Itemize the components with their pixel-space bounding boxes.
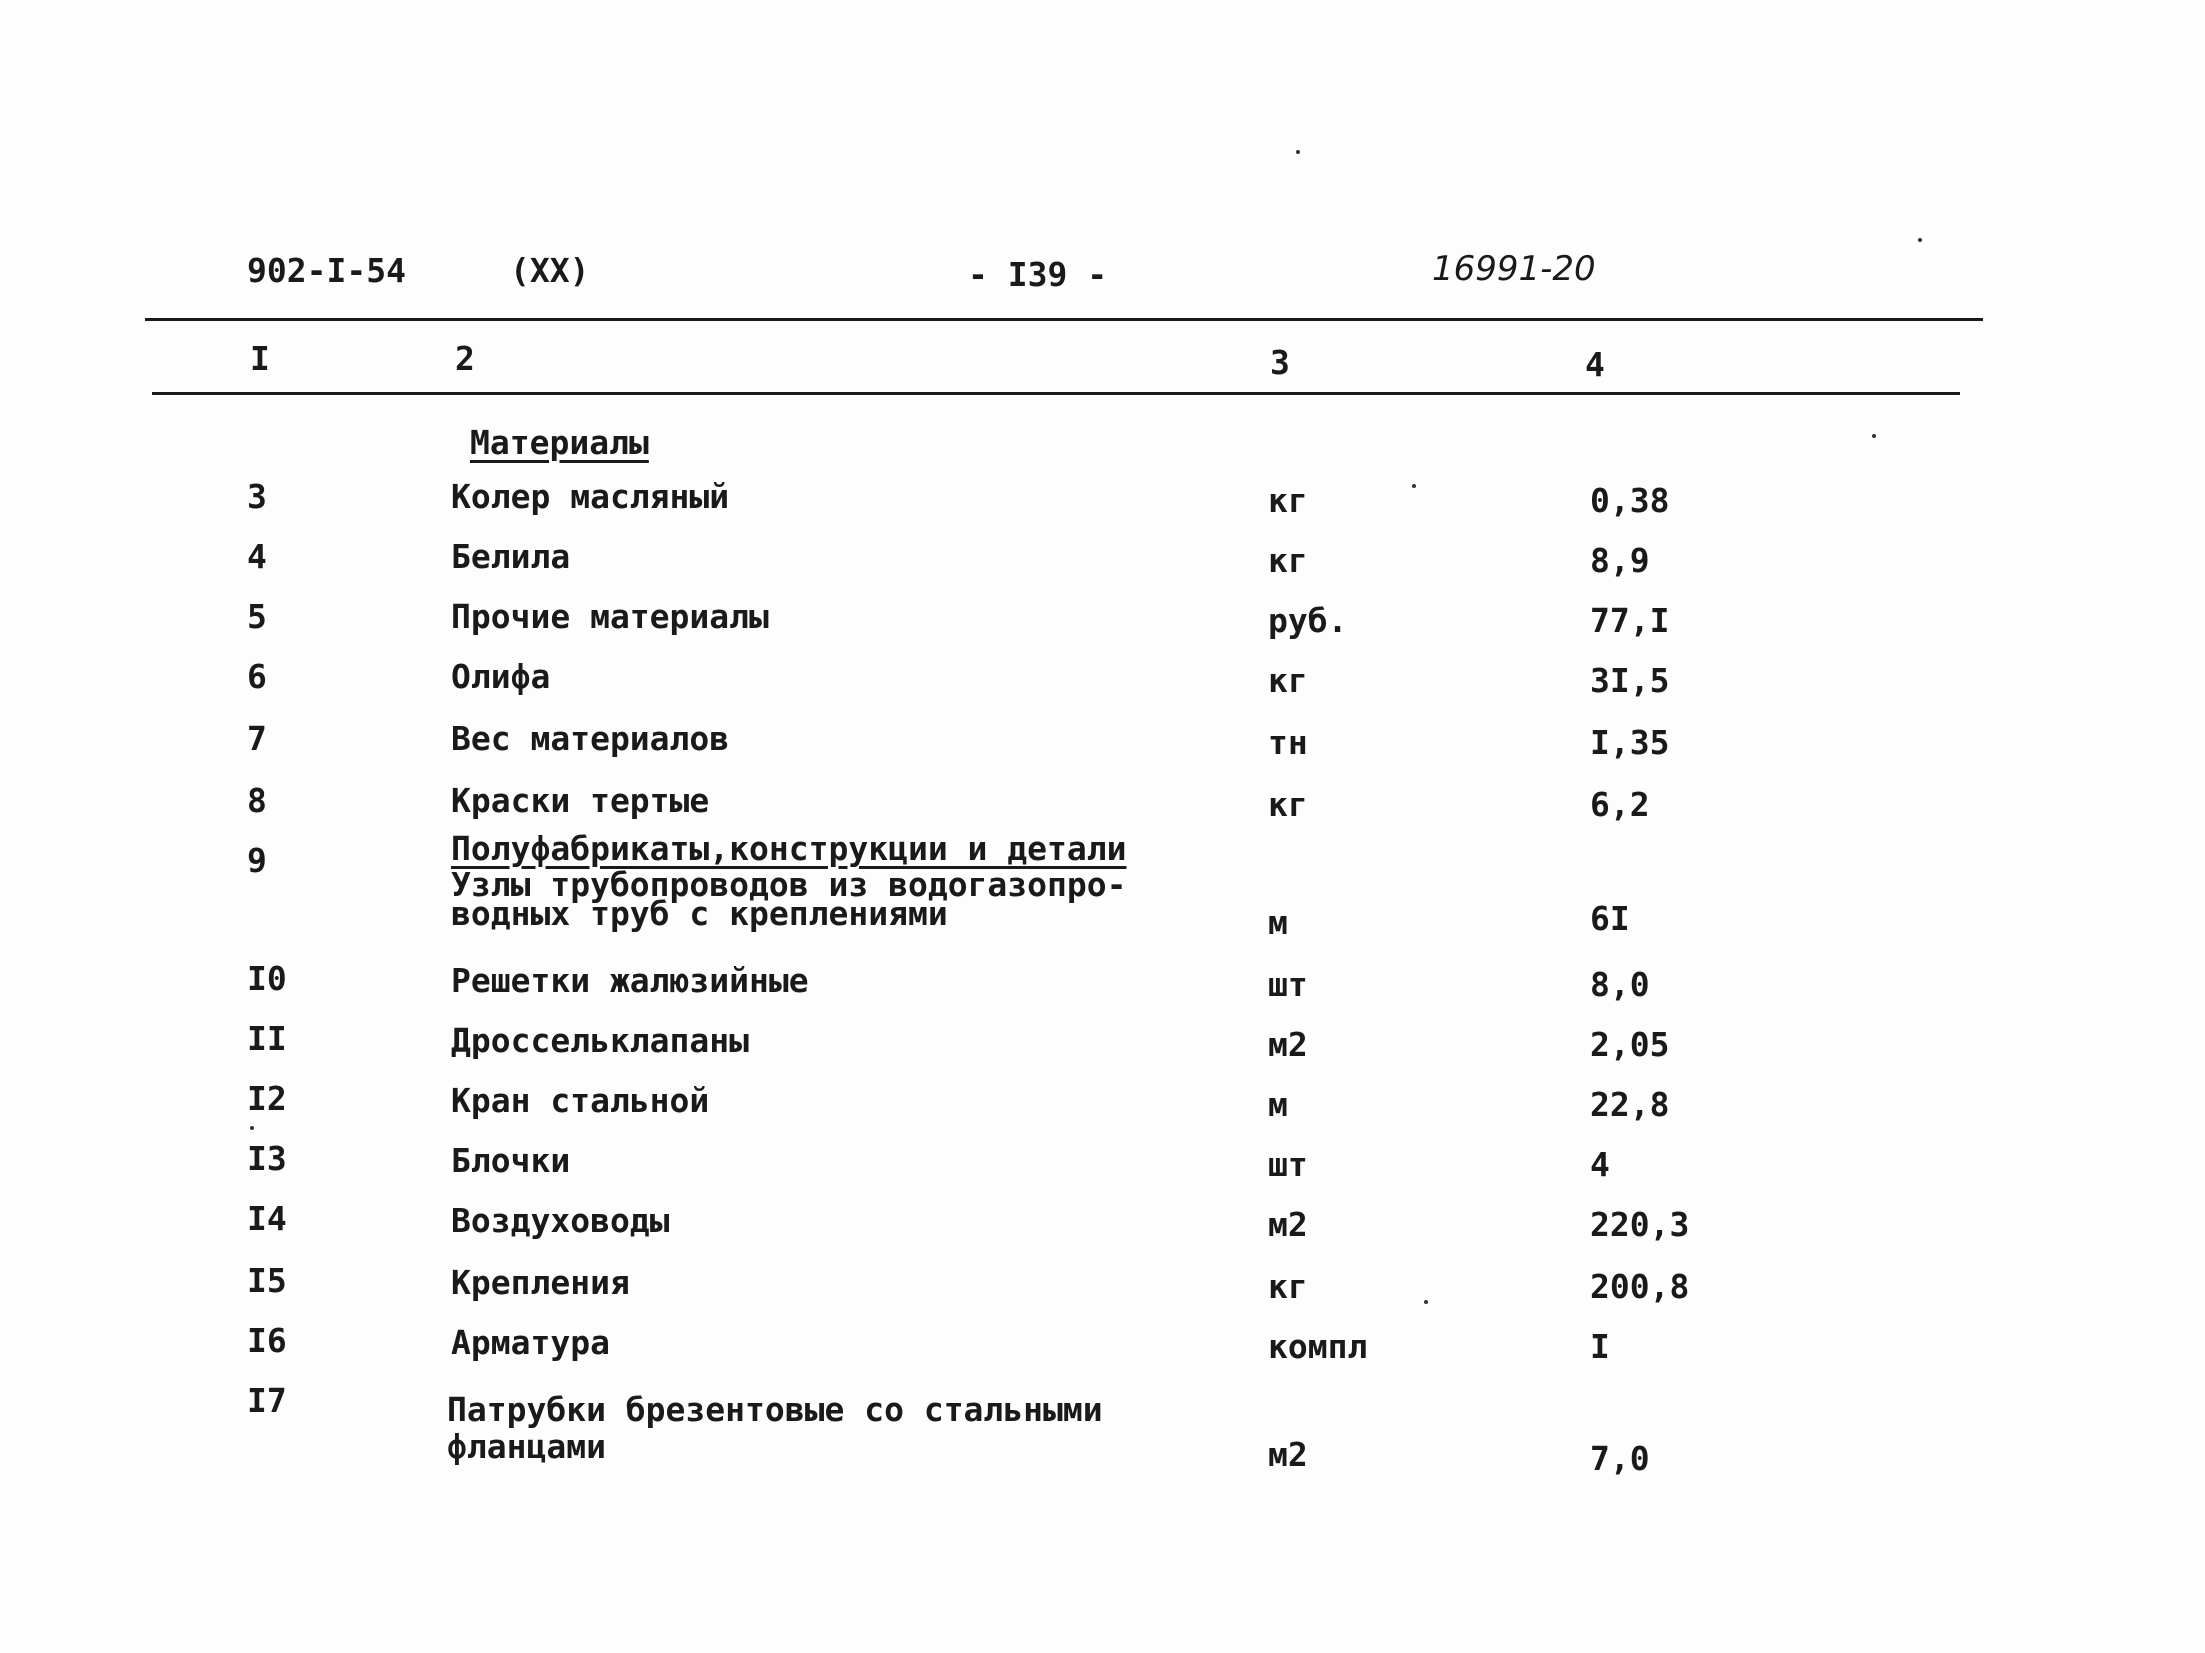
row-unit: м	[1268, 1085, 1288, 1124]
row-unit: м2	[1268, 1025, 1308, 1064]
column-header-4: 4	[1585, 345, 1605, 384]
row-number: 5	[247, 597, 267, 636]
row-number: 3	[247, 477, 267, 516]
scan-speck	[1424, 1300, 1428, 1304]
row-unit: кг	[1268, 661, 1308, 700]
row-number: 6	[247, 657, 267, 696]
row-quantity: 8,0	[1590, 965, 1650, 1004]
row-quantity: 4	[1590, 1145, 1610, 1184]
table-row	[0, 719, 2205, 766]
row-name: Решетки жалюзийные	[451, 961, 809, 1000]
row-number: 9	[247, 841, 267, 880]
row-name: Крепления	[451, 1263, 630, 1302]
table-row	[0, 1079, 2205, 1126]
row-quantity: 0,38	[1590, 481, 1670, 520]
table-row	[0, 1139, 2205, 1186]
doc-code: 902-I-54	[247, 251, 406, 290]
row-unit: руб.	[1268, 601, 1348, 640]
table-row	[0, 657, 2205, 704]
table-row	[0, 597, 2205, 644]
row-quantity: 22,8	[1590, 1085, 1670, 1124]
table-row	[0, 477, 2205, 524]
row-unit: кг	[1268, 785, 1308, 824]
column-header-3: 3	[1270, 343, 1290, 382]
row-name: Воздуховоды	[451, 1201, 670, 1240]
doc-series: (XX)	[510, 251, 590, 290]
row-unit: кг	[1268, 541, 1308, 580]
row-quantity: 2,05	[1590, 1025, 1670, 1064]
row-quantity: 3I,5	[1590, 661, 1670, 700]
table-header-rule	[152, 392, 1960, 395]
row-number: I5	[247, 1261, 287, 1300]
handwritten-reference: 16991-20	[1432, 249, 1596, 289]
row-quantity: 6I	[1590, 899, 1630, 938]
row-name: Узлы трубопроводов из водогазопро- водных труб с креплениями	[451, 865, 1127, 934]
section-heading-materials: Материалы	[470, 423, 649, 462]
row-quantity: I,35	[1590, 723, 1670, 762]
table-row	[0, 959, 2205, 1006]
page-number: - I39 -	[968, 255, 1108, 294]
row-unit: м2	[1268, 1435, 1308, 1474]
table-top-rule	[145, 318, 1983, 321]
scan-speck	[1412, 484, 1416, 488]
row-name: Краски тертые	[451, 781, 710, 820]
column-header-2: 2	[455, 339, 475, 378]
row-unit: м2	[1268, 1205, 1308, 1244]
row-quantity: I	[1590, 1327, 1610, 1366]
row-name: Прочие материалы	[451, 597, 769, 636]
row-unit: кг	[1268, 1267, 1308, 1306]
row-number: I6	[247, 1321, 287, 1360]
row-unit: шт	[1268, 965, 1308, 1004]
row-unit: шт	[1268, 1145, 1308, 1184]
scan-speck	[250, 1126, 254, 1130]
table-row	[0, 1321, 2205, 1368]
row-name: Олифа	[451, 657, 551, 696]
row-name: Арматура	[451, 1323, 610, 1362]
row-number: I3	[247, 1139, 287, 1178]
row-unit: тн	[1268, 723, 1308, 762]
row-name: Патрубки брезентовые со стальными фланцами	[447, 1390, 1103, 1466]
row-number: I7	[247, 1381, 287, 1420]
table-row	[0, 1199, 2205, 1246]
row-quantity: 7,0	[1590, 1439, 1650, 1478]
table-row	[0, 537, 2205, 584]
column-header-1: I	[250, 339, 270, 378]
scan-speck	[1918, 238, 1922, 242]
row-name: Блочки	[451, 1141, 571, 1180]
row-name: Кран стальной	[451, 1081, 710, 1120]
row-quantity: 220,3	[1590, 1205, 1690, 1244]
row-number: 7	[247, 719, 267, 758]
row-number: 4	[247, 537, 267, 576]
row-quantity: 8,9	[1590, 541, 1650, 580]
row-unit: кг	[1268, 481, 1308, 520]
row-number: I0	[247, 959, 287, 998]
row-quantity: 6,2	[1590, 785, 1650, 824]
row-name: Колер масляный	[451, 477, 730, 516]
row-quantity: 200,8	[1590, 1267, 1690, 1306]
table-row	[0, 781, 2205, 828]
table-row	[0, 1019, 2205, 1066]
row-name: Вес материалов	[451, 719, 730, 758]
scan-speck	[1872, 434, 1876, 438]
row-unit: компл	[1268, 1327, 1368, 1366]
scan-speck	[1296, 150, 1300, 154]
row-number: 8	[247, 781, 267, 820]
table-row	[0, 1261, 2205, 1308]
row-number: II	[247, 1019, 287, 1058]
section-heading-semifinished: Полуфабрикаты,конструкции и детали	[451, 829, 1127, 868]
row-number: I4	[247, 1199, 287, 1238]
row-quantity: 77,I	[1590, 601, 1670, 640]
row-unit: м	[1268, 903, 1288, 942]
row-name: Дроссельклапаны	[451, 1021, 750, 1060]
row-number: I2	[247, 1079, 287, 1118]
row-name: Белила	[451, 537, 571, 576]
